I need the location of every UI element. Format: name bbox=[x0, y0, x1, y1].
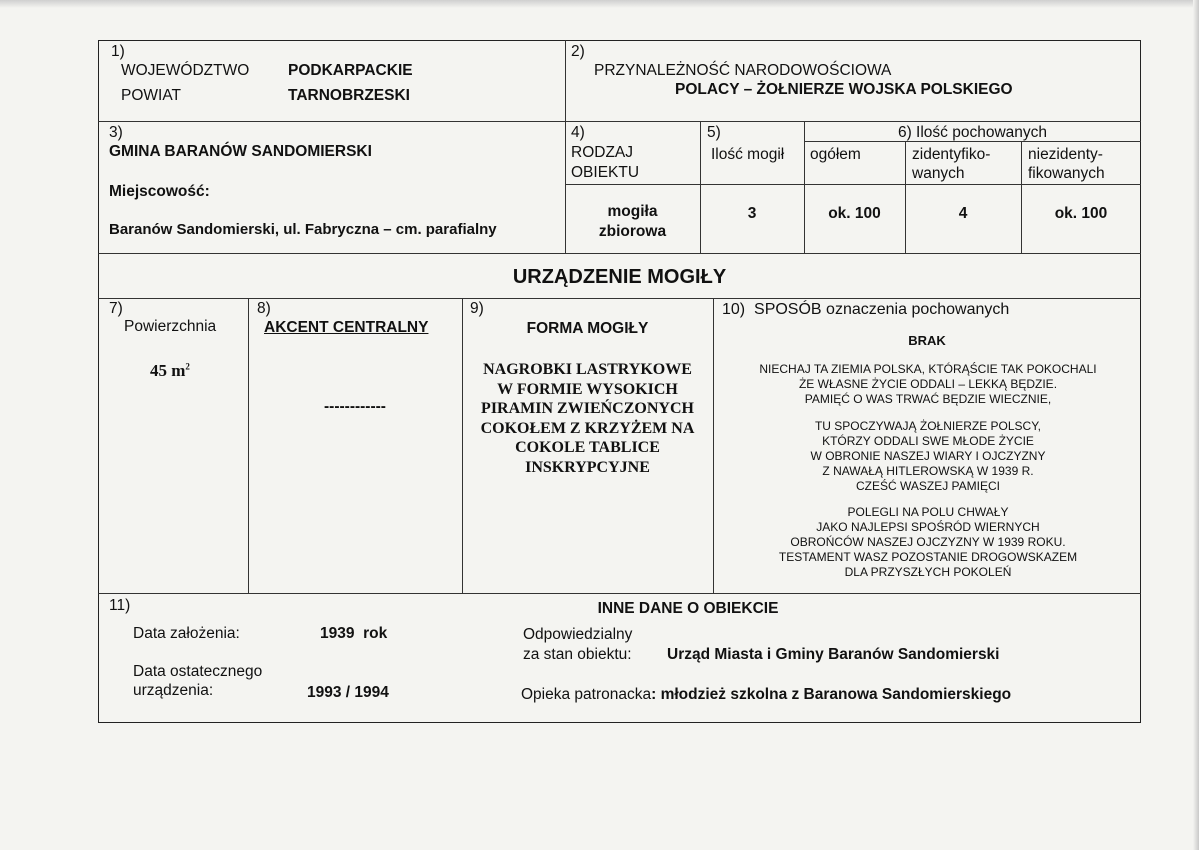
ilosc-pochowanych-header: 6) Ilość pochowanych bbox=[897, 124, 1048, 141]
forma-mogily-line4: COKOŁEM Z KRZYŻEM NA bbox=[480, 419, 695, 437]
divider-s4-s6-values bbox=[565, 184, 1141, 185]
zidentyfikowanych-value: 4 bbox=[958, 205, 968, 222]
section-7-number: 7) bbox=[109, 300, 123, 317]
narodowosc-label: PRZYNALEŻNOŚĆ NARODOWOŚCIOWA bbox=[594, 62, 892, 79]
niezidentyfikowanych-label-line1: niezidenty- bbox=[1028, 146, 1103, 163]
section-10-number: 10) bbox=[722, 301, 746, 318]
data-ostatecznego-label-line1: Data ostatecznego bbox=[133, 663, 263, 680]
data-zalozenia-value: 1939 rok bbox=[320, 625, 388, 642]
wojewodztwo-value: PODKARPACKIE bbox=[288, 62, 413, 79]
gmina-value: GMINA BARANÓW SANDOMIERSKI bbox=[109, 143, 372, 160]
forma-mogily-line6: INSKRYPCYJNE bbox=[525, 458, 650, 476]
ilosc-mogil-value: 3 bbox=[747, 205, 757, 222]
inscription-block-2: TU SPOCZYWAJĄ ŻOŁNIERZE POLSCY, KTÓRZY ODDALI SWE MŁODE ŻYCIE W OBRONIE NASZEJ WIARY I OJCZYZNY Z NAWAŁĄ HITLEROWSKĄ W 1939 R. CZEŚĆ WASZEJ PAMIĘCI bbox=[810, 419, 1046, 493]
odpowiedzialny-label-line2: za stan obiektu: bbox=[523, 646, 632, 663]
vline-1021 bbox=[1021, 141, 1022, 253]
inne-dane-title: INNE DANE O OBIEKCIE bbox=[597, 600, 779, 617]
wojewodztwo-label: WOJEWÓDZTWO bbox=[121, 62, 250, 79]
opieka-patronacka bbox=[521, 686, 1011, 704]
vline-565 bbox=[565, 40, 566, 253]
powierzchnia-value bbox=[150, 362, 190, 380]
sposob-label-caps: SPOSÓB bbox=[754, 301, 822, 318]
section-4-number: 4) bbox=[571, 124, 585, 141]
section-1-number: 1) bbox=[111, 43, 125, 60]
miejscowosc-label: Miejscowość: bbox=[109, 183, 210, 200]
rodzaj-value-line2: zbiorowa bbox=[598, 223, 667, 240]
vline-248 bbox=[248, 298, 249, 593]
narodowosc-value: POLACY – ŻOŁNIERZE WOJSKA POLSKIEGO bbox=[675, 81, 1013, 98]
zidentyfikowanych-label-line2: wanych bbox=[912, 165, 965, 182]
odpowiedzialny-value: Urząd Miasta i Gminy Baranów Sandomierski bbox=[667, 646, 1000, 663]
forma-mogily-line3: PIRAMIN ZWIEŃCZONYCH bbox=[481, 400, 694, 417]
forma-mogily-line1: NAGROBKI LASTRYKOWE bbox=[483, 361, 692, 378]
powierzchnia-number: 45 m bbox=[150, 361, 186, 380]
sposob-label bbox=[722, 301, 1009, 319]
ogolem-label: ogółem bbox=[810, 146, 861, 163]
powiat-label: POWIAT bbox=[121, 87, 181, 104]
forma-mogily-line5: COKOLE TABLICE bbox=[515, 439, 660, 456]
data-ostatecznego-value: 1993 / 1994 bbox=[307, 684, 389, 701]
data-zalozenia-label: Data założenia: bbox=[133, 625, 240, 642]
forma-mogily-line2: W FORMIE WYSOKICH bbox=[497, 380, 678, 398]
odpowiedzialny-label-line1: Odpowiedzialny bbox=[523, 626, 633, 643]
powierzchnia-label: Powierzchnia bbox=[124, 318, 217, 335]
zidentyfikowanych-label-line1: zidentyfiko- bbox=[912, 146, 991, 163]
divider-row4 bbox=[98, 593, 1141, 594]
section-2-number: 2) bbox=[571, 43, 585, 60]
ogolem-value: ok. 100 bbox=[828, 205, 881, 222]
rodzaj-label-line1: RODZAJ bbox=[571, 144, 633, 161]
miejscowosc-value: Baranów Sandomierski, ul. Fabryczna – cm. parafialny bbox=[109, 221, 497, 238]
vline-700 bbox=[700, 121, 701, 253]
data-ostatecznego-label-line2: urządzenia: bbox=[133, 682, 214, 699]
inscription-block-3: POLEGLI NA POLU CHWAŁY JAKO NAJLEPSI SPOŚRÓD WIERNYCH OBROŃCÓW NASZEJ OJCZYZNY W 1939 ROKU. TESTAMENT WASZ POZOSTANIE DROGOWSKAZEM DLA PRZYSZŁYCH POKOLEŃ bbox=[778, 505, 1078, 579]
powierzchnia-unit-superscript: 2 bbox=[185, 361, 190, 372]
section-9-number: 9) bbox=[470, 300, 484, 317]
vline-905 bbox=[905, 141, 906, 253]
section-3-number: 3) bbox=[109, 124, 123, 141]
akcent-centralny-value: ------------ bbox=[324, 398, 386, 415]
powiat-value: TARNOBRZESKI bbox=[288, 87, 410, 104]
rodzaj-value-line1: mogiła bbox=[607, 203, 658, 220]
divider-row2 bbox=[98, 253, 1141, 254]
sposob-label-rest: oznaczenia pochowanych bbox=[826, 301, 1010, 318]
divider-row1 bbox=[98, 121, 1141, 122]
inscription-block-1: NIECHAJ TA ZIEMIA POLSKA, KTÓRĄŚCIE TAK POKOCHALI ŻE WŁASNE ŻYCIE ODDALI – LEKKĄ BĘDZIE. PAMIĘĆ O WAS TRWAĆ BĘDZIE WIECZNIE, bbox=[759, 362, 1097, 406]
niezidentyfikowanych-label-line2: fikowanych bbox=[1028, 165, 1105, 182]
forma-mogily-label: FORMA MOGIŁY bbox=[526, 320, 649, 337]
section-5-number: 5) bbox=[707, 124, 721, 141]
section-11-number: 11) bbox=[109, 597, 131, 614]
scan-edge-right bbox=[1193, 0, 1199, 850]
scan-edge-top bbox=[0, 0, 1199, 8]
ilosc-mogil-label: Ilość mogił bbox=[711, 146, 785, 163]
section-title: URZĄDZENIE MOGIŁY bbox=[512, 266, 727, 288]
opieka-patronacka-value: : młodzież szkolna z Baranowa Sandomierskiego bbox=[651, 686, 1012, 703]
sposob-status: BRAK bbox=[908, 333, 946, 348]
rodzaj-label-line2: OBIEKTU bbox=[571, 164, 640, 181]
niezidentyfikowanych-value: ok. 100 bbox=[1054, 205, 1108, 222]
opieka-patronacka-label: Opieka patronacka bbox=[521, 686, 652, 703]
divider-row3 bbox=[98, 298, 1141, 299]
akcent-centralny-label: AKCENT CENTRALNY bbox=[264, 319, 429, 336]
section-8-number: 8) bbox=[257, 300, 271, 317]
